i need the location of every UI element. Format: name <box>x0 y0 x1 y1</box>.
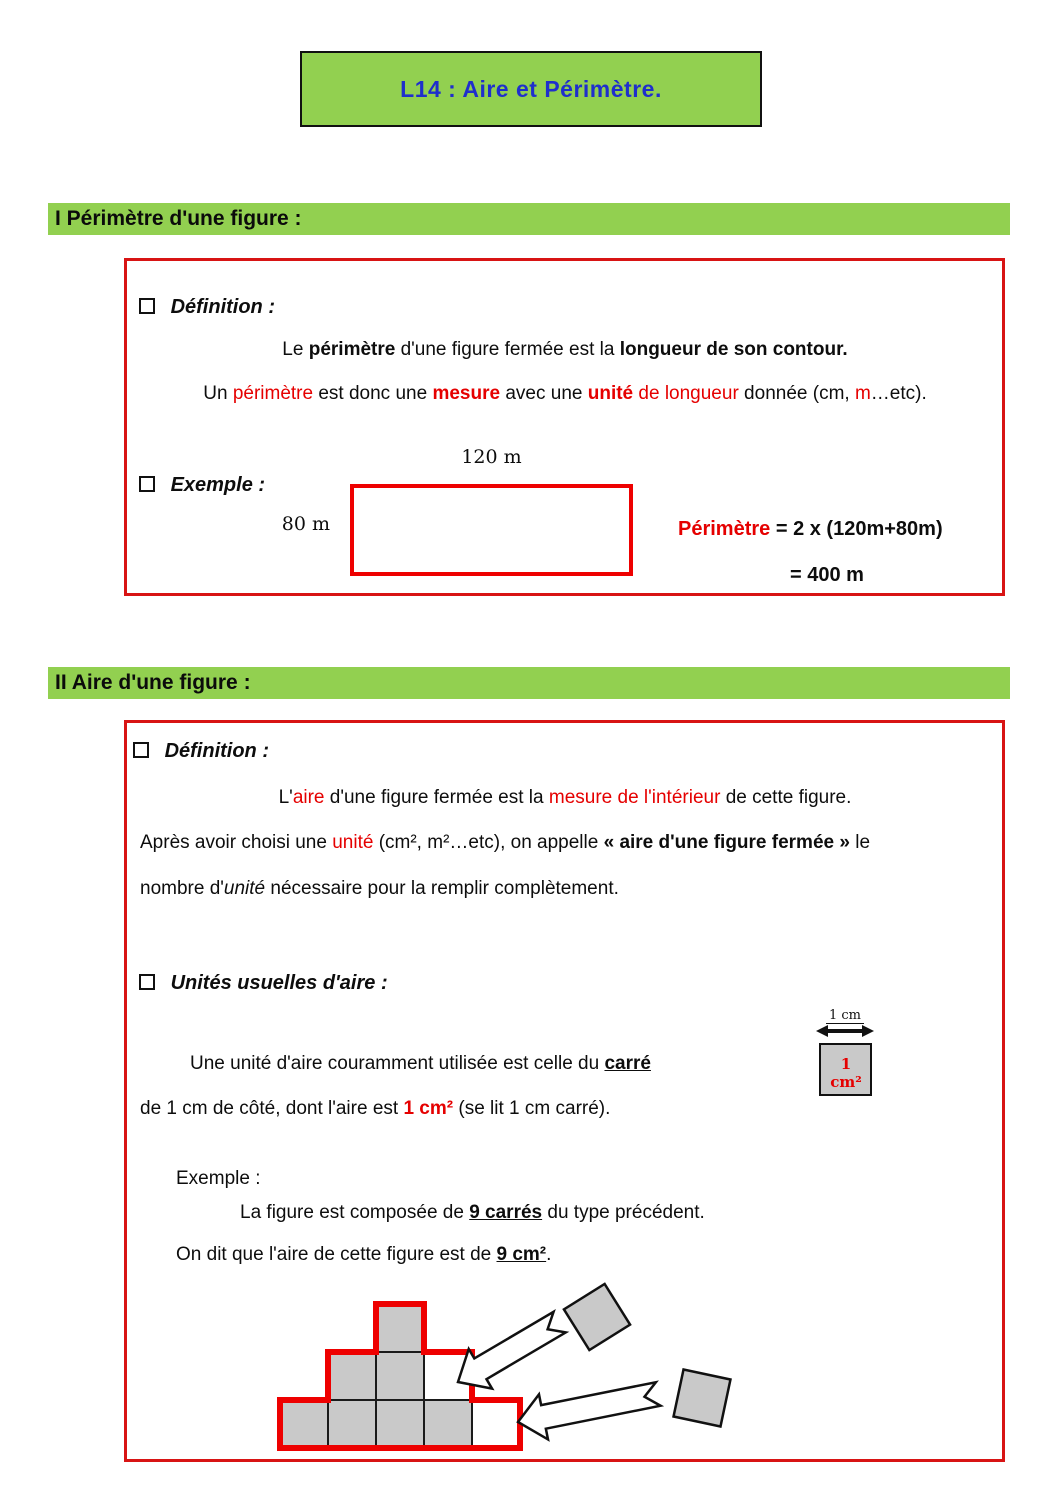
checkbox-icon <box>139 974 155 990</box>
section2-example-line2: On dit que l'aire de cette figure est de 9 cm². <box>176 1244 552 1265</box>
lesson-title: L14 : Aire et Périmètre. <box>400 75 662 102</box>
checkbox-icon <box>139 298 155 314</box>
section2-units-line1: Une unité d'aire couramment utilisée est celle du carré <box>190 1053 651 1074</box>
section2-definition-line3: nombre d'unité nécessaire pour la remplir complètement. <box>140 878 619 899</box>
unit-square-area-label: 1 cm² <box>830 1055 862 1091</box>
section1-example-heading: Exemple : <box>139 474 265 497</box>
section1-definition-line2: Un périmètre est donc une mesure avec une unité de longueur donnée (cm, m…etc). <box>203 383 927 404</box>
section1-banner: I Périmètre d'une figure : <box>48 203 1010 235</box>
nine-squares-figure <box>260 1282 760 1460</box>
section2-definition-line1: L'aire d'une figure fermée est la mesure de l'intérieur de cette figure. <box>278 787 852 808</box>
rectangle-height-label: 80 m <box>281 513 330 535</box>
section2-banner: II Aire d'une figure : <box>48 667 1010 699</box>
section2-units-heading: Unités usuelles d'aire : <box>139 972 388 995</box>
unit-square <box>819 1043 872 1096</box>
checkbox-icon <box>139 476 155 492</box>
arrow-lower-icon <box>513 1371 662 1444</box>
checkbox-icon <box>133 742 149 758</box>
section1-definition-heading: Définition : <box>139 296 275 319</box>
unit-square-figure <box>810 1006 880 1096</box>
perimeter-result: = 400 m <box>790 564 864 586</box>
unit-square-side-label: 1 cm <box>826 1009 864 1024</box>
perimeter-formula: Périmètre = 2 x (120m+80m) <box>678 518 943 540</box>
detached-square-2 <box>674 1370 731 1427</box>
section2-definition-heading: Définition : <box>133 740 269 763</box>
perimeter-example-rectangle <box>350 484 633 576</box>
section2-example-line1: La figure est composée de 9 carrés du type précédent. <box>240 1202 705 1223</box>
section2-example-heading: Exemple : <box>176 1168 261 1189</box>
section2-definition-line2: Après avoir choisi une unité (cm², m²…etc), on appelle « aire d'une figure fermée » le <box>140 832 871 853</box>
detached-square-1 <box>564 1284 630 1350</box>
section1-definition-line1: Le périmètre d'une figure fermée est la longueur de son contour. <box>282 339 848 360</box>
lesson-title-box <box>300 51 762 127</box>
empty-cell-bottom <box>472 1400 520 1448</box>
section2-units-line2: de 1 cm de côté, dont l'aire est 1 cm² (se lit 1 cm carré). <box>140 1098 611 1119</box>
rectangle-width-label: 120 m <box>461 446 522 468</box>
double-arrow-icon <box>816 1024 874 1038</box>
